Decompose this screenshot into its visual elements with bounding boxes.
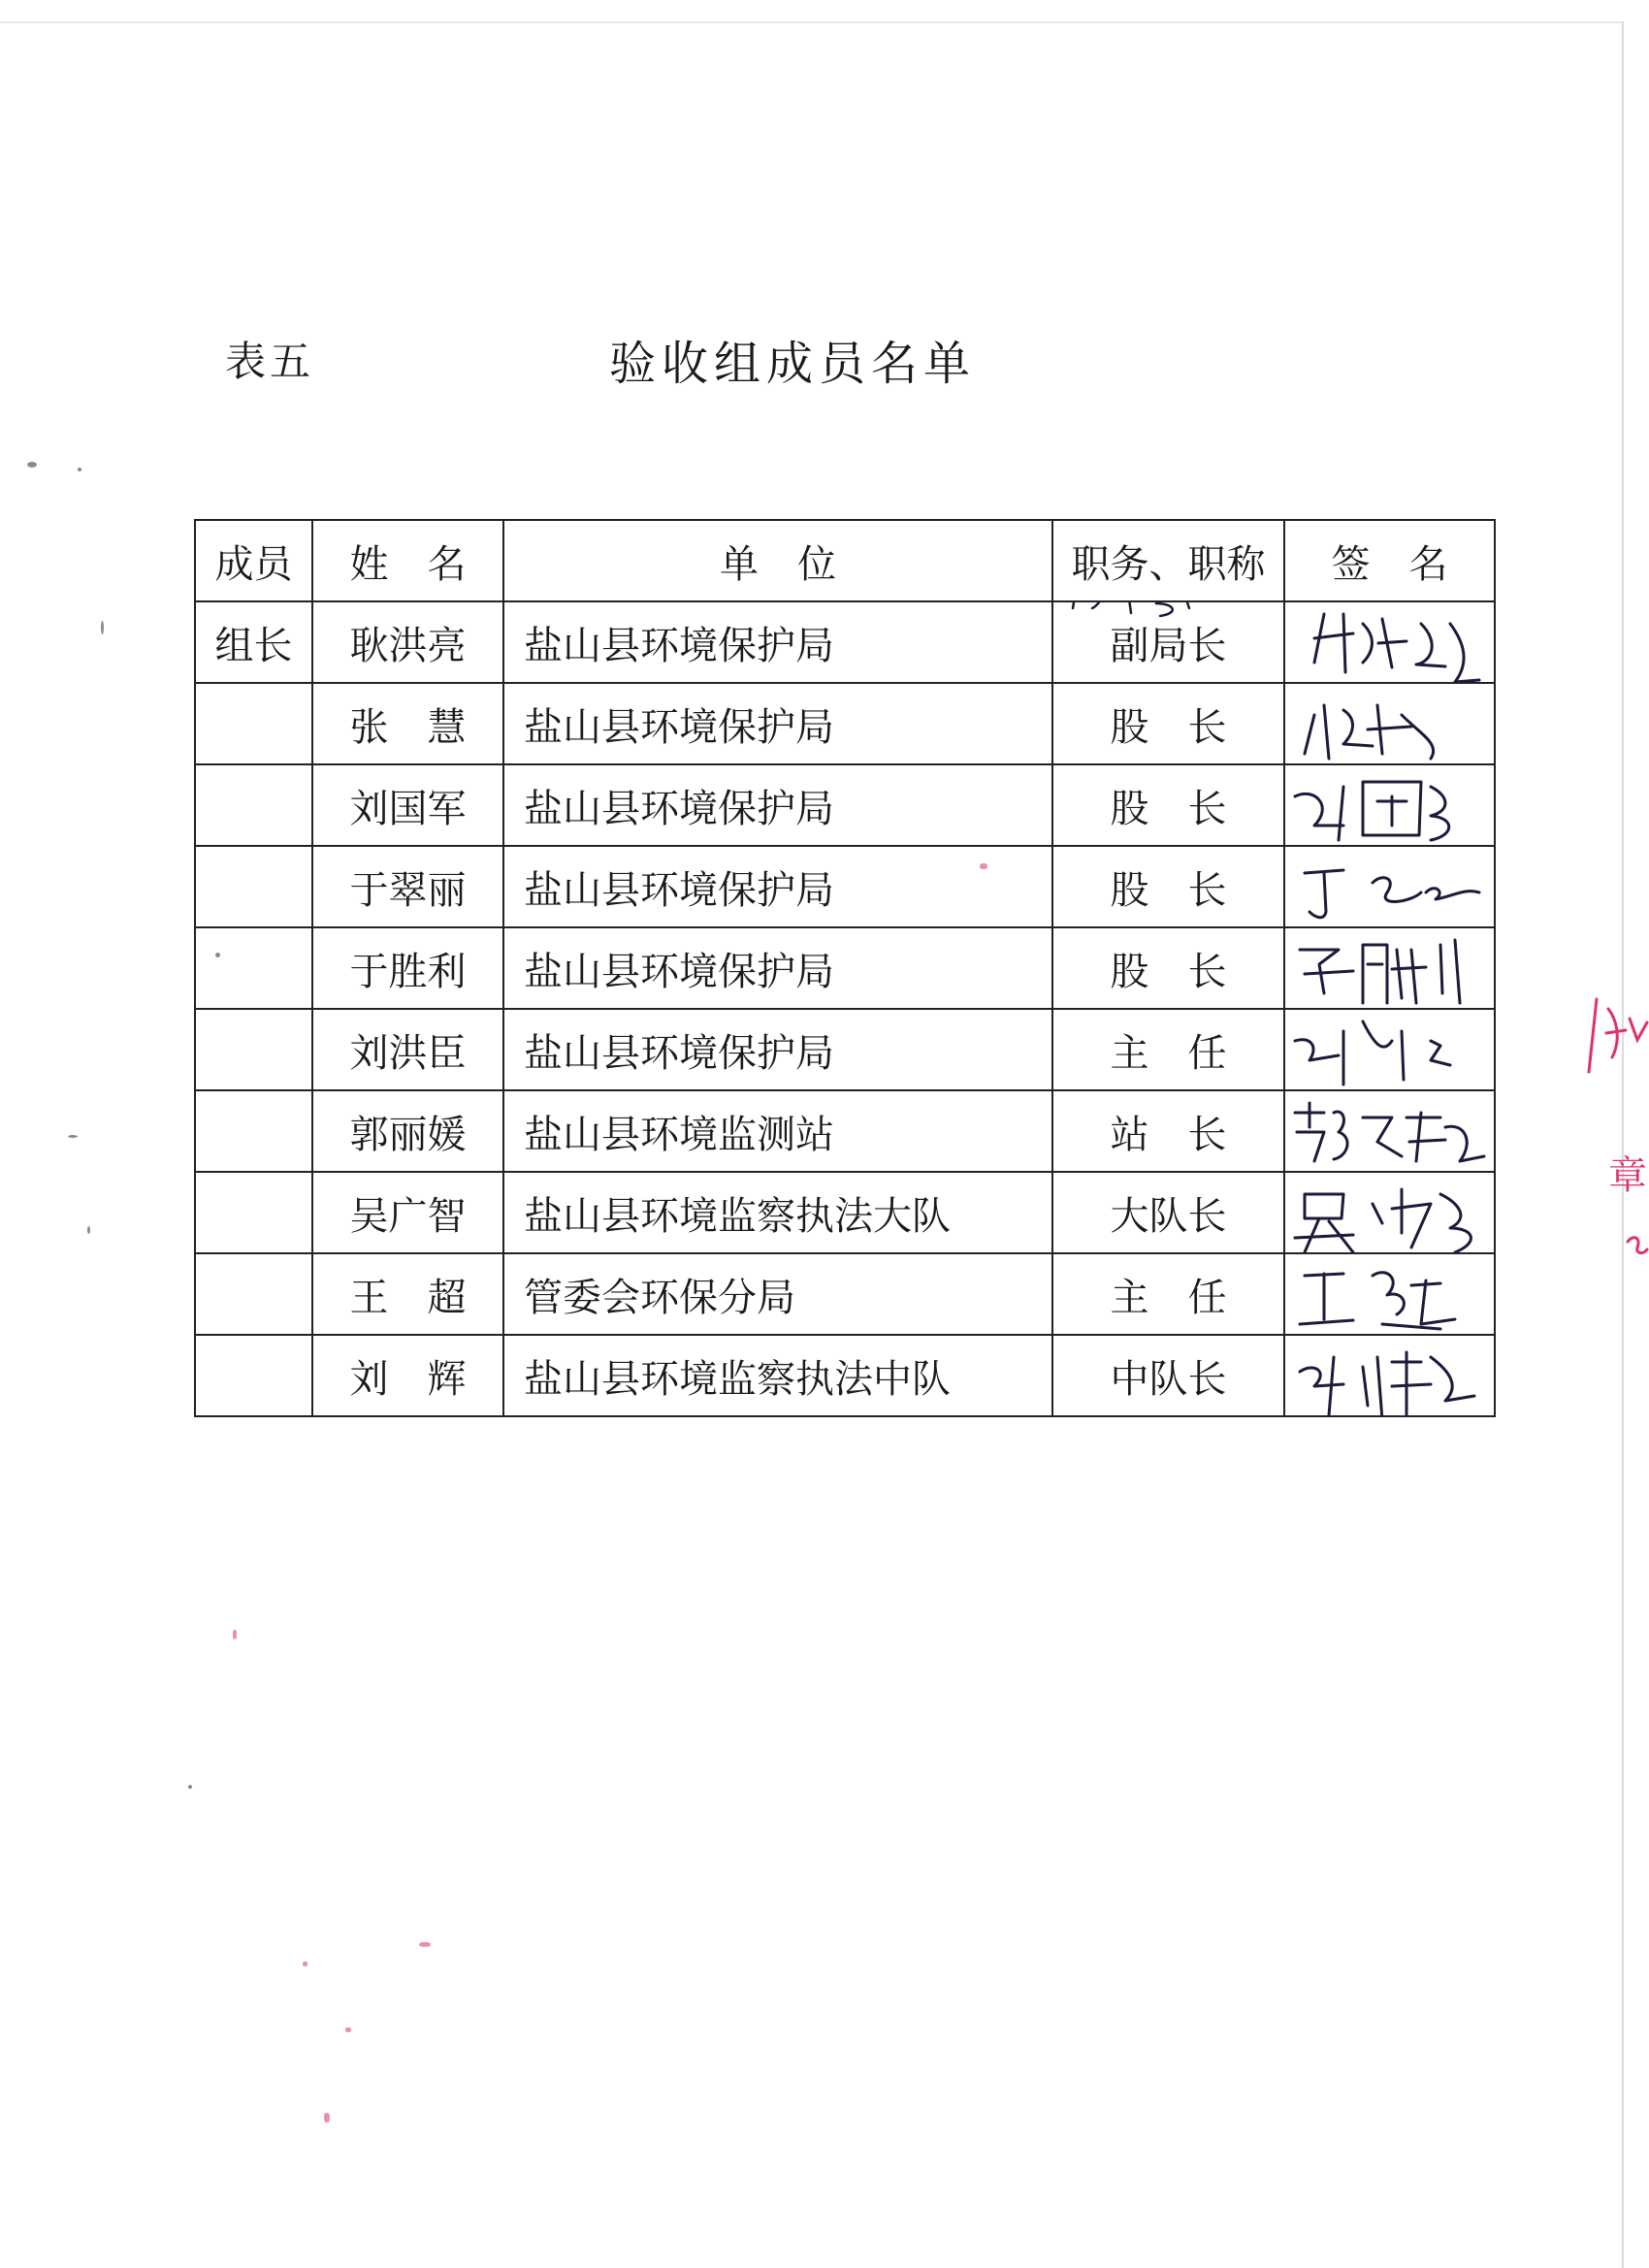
header-name: 姓 名 xyxy=(312,520,503,601)
member-name: 吴广智 xyxy=(312,1172,503,1253)
member-unit: 盐山县环境监察执法大队 xyxy=(503,1172,1052,1253)
member-title: 站 长 xyxy=(1052,1090,1284,1172)
member-name: 刘 辉 xyxy=(312,1335,503,1416)
handwritten-margin-note xyxy=(1063,601,1199,618)
handwritten-signature xyxy=(1285,1253,1495,1335)
stamp-char: 章 xyxy=(1608,1153,1647,1198)
table-row xyxy=(195,1253,1495,1335)
table-row xyxy=(195,1172,1495,1253)
member-unit: 管委会环保分局 xyxy=(503,1253,1052,1335)
member-name: 于翠丽 xyxy=(312,846,503,927)
scan-speck xyxy=(68,1135,78,1138)
table-row xyxy=(195,927,1495,1009)
member-role xyxy=(195,683,312,764)
header-signature: 签 名 xyxy=(1284,520,1495,601)
member-signature xyxy=(1284,927,1495,1009)
member-title: 股 长 xyxy=(1052,764,1284,846)
member-name: 王 超 xyxy=(312,1253,503,1335)
member-name: 耿洪亮 xyxy=(312,601,503,683)
member-name: 刘洪臣 xyxy=(312,1009,503,1090)
member-unit: 盐山县环境监测站 xyxy=(503,1090,1052,1172)
ink-speck xyxy=(303,1961,307,1966)
handwritten-signature xyxy=(1285,846,1495,927)
handwritten-signature xyxy=(1285,1009,1495,1090)
table-label: 表五 xyxy=(225,338,315,385)
scan-speck xyxy=(188,1785,192,1789)
member-role xyxy=(195,1009,312,1090)
table-row xyxy=(195,1335,1495,1416)
scan-speck xyxy=(87,1226,90,1234)
member-unit: 盐山县环境监察执法中队 xyxy=(503,1335,1052,1416)
member-role xyxy=(195,1172,312,1253)
member-role xyxy=(195,1253,312,1335)
member-title: 中队长 xyxy=(1052,1335,1284,1416)
member-role xyxy=(195,1335,312,1416)
table-row xyxy=(195,846,1495,927)
scan-speck xyxy=(101,621,104,634)
table-header-row xyxy=(195,520,1495,601)
member-title: 主 任 xyxy=(1052,1009,1284,1090)
member-signature xyxy=(1284,1009,1495,1090)
ink-speck xyxy=(324,2113,330,2122)
member-unit: 盐山县环境保护局 xyxy=(503,927,1052,1009)
scan-speck xyxy=(78,468,81,471)
handwritten-signature xyxy=(1285,927,1495,1009)
member-signature xyxy=(1284,601,1495,683)
member-unit: 盐山县环境保护局 xyxy=(503,1009,1052,1090)
member-title: 股 长 xyxy=(1052,683,1284,764)
table-row xyxy=(195,1090,1495,1172)
handwritten-signature xyxy=(1285,764,1495,846)
member-role: 组长 xyxy=(195,601,312,683)
ink-speck xyxy=(233,1630,237,1639)
handwritten-signature xyxy=(1285,1090,1495,1172)
member-unit: 盐山县环境保护局 xyxy=(503,846,1052,927)
scan-speck xyxy=(215,953,220,957)
table-row xyxy=(195,764,1495,846)
member-role xyxy=(195,927,312,1009)
ink-speck xyxy=(419,1942,431,1947)
header-unit: 单 位 xyxy=(503,520,1052,601)
handwritten-signature xyxy=(1285,601,1495,683)
member-signature xyxy=(1284,1090,1495,1172)
member-signature xyxy=(1284,683,1495,764)
member-title: 股 长 xyxy=(1052,846,1284,927)
table-row xyxy=(195,683,1495,764)
handwritten-signature xyxy=(1285,1335,1495,1416)
member-name: 于胜利 xyxy=(312,927,503,1009)
handwritten-signature xyxy=(1285,1172,1495,1253)
member-role xyxy=(195,764,312,846)
page-title: 验收组成员名单 xyxy=(609,337,977,391)
scan-speck xyxy=(27,462,37,468)
member-signature xyxy=(1284,764,1495,846)
member-signature xyxy=(1284,1335,1495,1416)
table-row xyxy=(195,1009,1495,1090)
handwritten-signature xyxy=(1285,683,1495,764)
member-title: 副局长 xyxy=(1052,601,1284,683)
table-row xyxy=(195,601,1495,683)
member-role xyxy=(195,846,312,927)
stamp-fragment xyxy=(1579,980,1649,1290)
member-unit: 盐山县环境保护局 xyxy=(503,764,1052,846)
member-title: 股 长 xyxy=(1052,927,1284,1009)
scan-top-edge xyxy=(0,21,1622,23)
member-name: 郭丽媛 xyxy=(312,1090,503,1172)
member-table xyxy=(194,519,1496,1417)
member-name: 刘国军 xyxy=(312,764,503,846)
member-title: 大队长 xyxy=(1052,1172,1284,1253)
member-signature xyxy=(1284,1172,1495,1253)
ink-speck xyxy=(980,863,987,869)
member-signature xyxy=(1284,846,1495,927)
member-signature xyxy=(1284,1253,1495,1335)
header-role: 成员 xyxy=(195,520,312,601)
ink-speck xyxy=(345,2027,351,2032)
member-unit: 盐山县环境保护局 xyxy=(503,601,1052,683)
member-unit: 盐山县环境保护局 xyxy=(503,683,1052,764)
member-name: 张 慧 xyxy=(312,683,503,764)
member-title: 主 任 xyxy=(1052,1253,1284,1335)
member-role xyxy=(195,1090,312,1172)
header-title: 职务、职称 xyxy=(1052,520,1284,601)
